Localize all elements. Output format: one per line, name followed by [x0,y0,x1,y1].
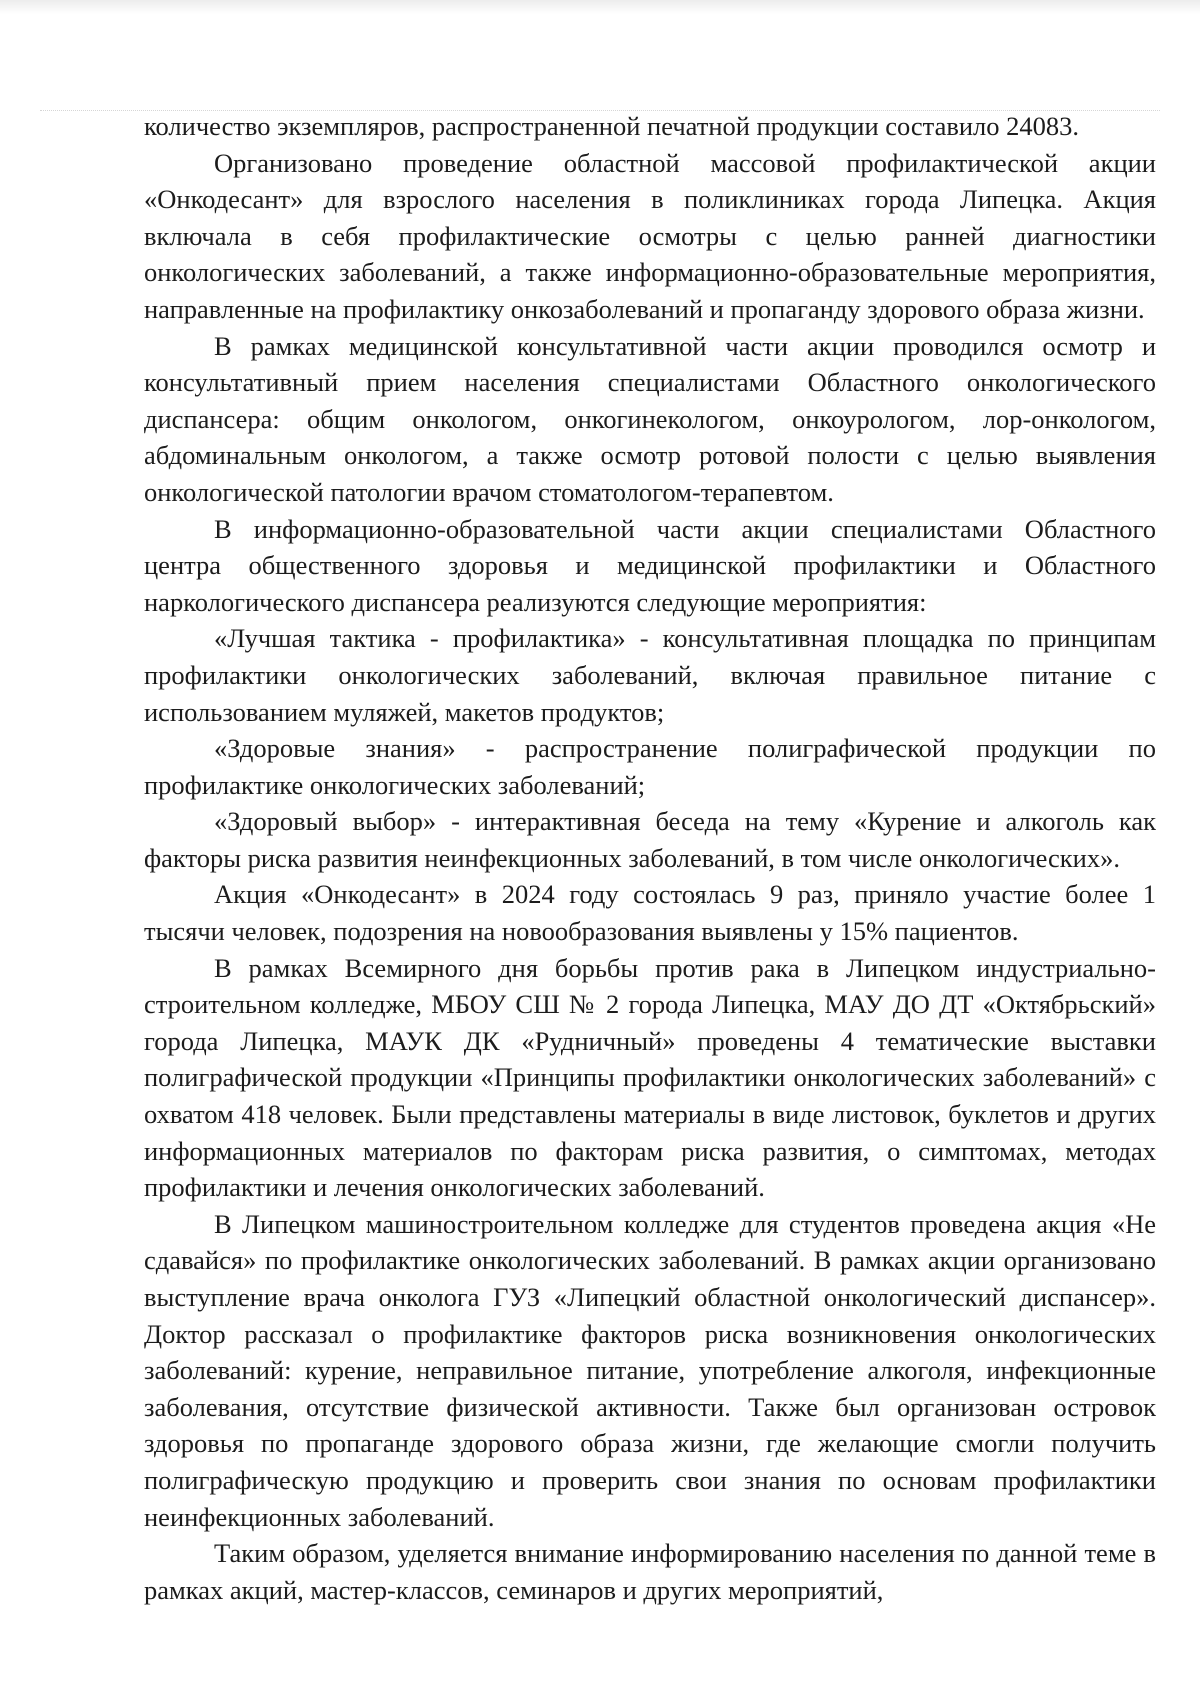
scan-edge-shadow [0,0,1200,14]
paragraph-information-part: В информационно-образовательной части акции специалистами Областного центра общественного здоровья и медицинской профилактики и Областного наркологического диспансера реализуются следующие мероприятия: [144,513,1156,617]
paragraph-healthy-choice: «Здоровый выбор» - интерактивная беседа на тему «Курение и алкоголь как факторы риска развития неинфекционных заболеваний, в том числе онкологических». [144,806,1156,873]
paragraph-conclusion: Таким образом, уделяется внимание информированию населения по данной теме в рамках акций, мастер-классов, семинаров и других мероприятий, [144,1538,1156,1605]
paragraph-onkodesant-action: Организовано проведение областной массовой профилактической акции «Онкодесант» для взрослого населения в поликлиниках города Липецка. Акция включала в себя профилактические осмотры с целью ранней диагностики онкологических заболеваний, а также информационно-образовательные мероприятия, направленные на профилактику онкозаболеваний и пропаганду здорового образа жизни. [144,147,1156,324]
paragraph-best-tactics: «Лучшая тактика - профилактика» - консультативная площадка по принципам профилактики онкологических заболеваний, включая правильное питание с использованием муляжей, макетов продуктов; [144,623,1156,727]
paragraph-medical-consultation: В рамках медицинской консультативной части акции проводился осмотр и консультативный прием населения специалистами Областного онкологического диспансера: общим онкологом, онкогинекологом, онкоурологом, лор-онкологом, абдоминальным онкологом, а также осмотр ротовой полости с целью выявления онкологической патологии врачом стоматологом-терапевтом. [144,330,1156,507]
paragraph-printed-copies: количество экземпляров, распространенной печатной продукции составило 24083. [144,111,1080,141]
paragraph-world-cancer-day: В рамках Всемирного дня борьбы против рака в Липецком индустриально-строительном колледже, МБОУ СШ № 2 города Липецка, МАУ ДО ДТ «Октябрьский» города Липецка, МАУК ДК «Рудничный» проведены 4 тематические выставки полиграфической продукции «Принципы профилактики онкологических заболеваний» с охватом 418 человек. Были представлены материалы в виде листовок, буклетов и других информационных материалов по факторам риска развития, о симптомах, методах профилактики и лечения онкологических заболеваний. [144,952,1156,1203]
paragraph-ne-sdavaysya-action: В Липецком машиностроительном колледже для студентов проведена акция «Не сдавайся» по профилактике онкологических заболеваний. В рамках акции организовано выступление врача онколога ГУЗ «Липецкий областной онкологический диспансер». Доктор рассказал о профилактике факторов риска возникновения онкологических заболеваний: курение, неправильное питание, употребление алкоголя, инфекционные заболевания, отсутствие физической активности. Также был организован островок здоровья по пропаганде здорового образа жизни, где желающие смогли получить полиграфическую продукцию и проверить свои знания по основам профилактики неинфекционных заболеваний. [144,1208,1156,1532]
document-page [144,108,1156,1608]
paragraph-onkodesant-results: Акция «Онкодесант» в 2024 году состоялась 9 раз, приняло участие более 1 тысячи человек, подозрения на новообразования выявлены у 15% пациентов. [144,879,1156,947]
paragraph-healthy-knowledge: «Здоровые знания» - распространение полиграфической продукции по профилактике онкологических заболеваний; [144,733,1156,800]
